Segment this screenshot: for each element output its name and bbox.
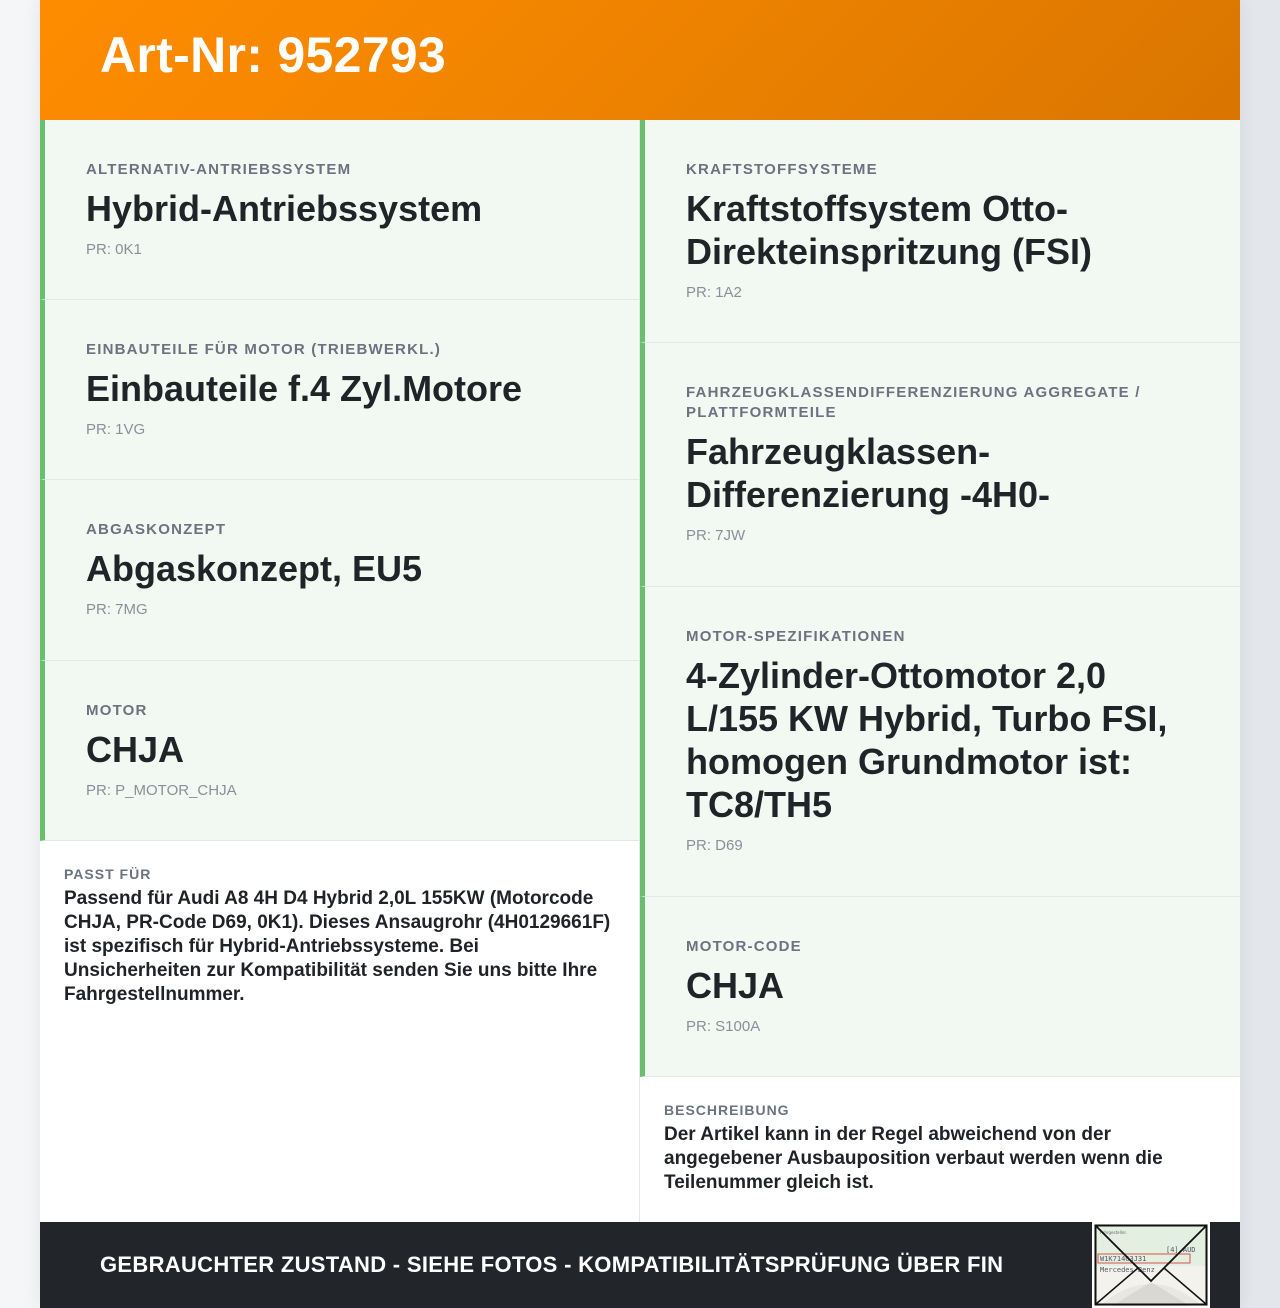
spec-pr-code: PR: 1VG (86, 421, 146, 438)
beschreibung-text: Der Artikel kann in der Regel abweichend von der angegebener Ausbauposition verbaut werden wenn die Teilenummer gleich ist. (664, 1124, 1163, 1193)
svg-text:W1K71463J31: W1K71463J31 (1100, 1255, 1147, 1263)
spec-einbauteile-motor (40, 300, 639, 480)
spec-label: MOTOR-CODE (686, 938, 802, 955)
svg-text:Mercedes-Benz: Mercedes-Benz (1100, 1266, 1155, 1274)
spec-pr-code: PR: 7JW (686, 527, 746, 544)
passt-fuer-label: PASST FÜR (64, 866, 152, 882)
spec-pr-code: PR: S100A (686, 1018, 761, 1035)
article-number-title: Art-Nr: 952793 (100, 27, 447, 83)
left-column (40, 120, 640, 1222)
passt-fuer-text: Passend für Audi A8 4H D4 Hybrid 2,0L 155KW (Motorcode CHJA, PR-Code D69, 0K1). Dieses Ansaugrohr (4H0129661F) ist spezifisch für Hybrid-Antriebssysteme. Bei Unsicherheiten zur Kompatibilität senden Sie uns bitte Ihre Fahrgestellnummer. (64, 888, 611, 1005)
spec-pr-code: PR: 0K1 (86, 241, 142, 258)
spec-value: CHJA (686, 965, 785, 1006)
spec-value: Fahrzeugklassen-Differenzierung -4H0- (686, 431, 1051, 515)
spec-abgaskonzept (40, 480, 639, 661)
spec-value: Abgaskonzept, EU5 (86, 548, 423, 589)
spec-label: FAHRZEUGKLASSENDIFFERENZIERUNG AGGREGATE / PLATTFORMTEILE (686, 384, 1141, 421)
spec-pr-code: PR: 7MG (86, 601, 148, 618)
spec-value: Kraftstoffsystem Otto-Direkteinspritzung (FSI) (686, 188, 1093, 272)
spec-motor-spezifikationen (640, 587, 1240, 897)
spec-motor (40, 661, 639, 841)
spec-pr-code: PR: 1A2 (686, 284, 742, 301)
svg-text:Fahrgestellnr.: Fahrgestellnr. (1100, 1230, 1127, 1235)
product-card (40, 0, 1240, 1308)
spec-label: MOTOR (86, 702, 148, 719)
spec-pr-code: PR: D69 (686, 837, 743, 854)
beschreibung-section (640, 1077, 1240, 1195)
spec-label: MOTOR-SPEZIFIKATIONEN (686, 628, 906, 645)
passt-fuer-section (40, 841, 639, 1007)
spec-value: CHJA (86, 729, 185, 770)
spec-label: ABGASKONZEPT (86, 521, 227, 538)
beschreibung-label: BESCHREIBUNG (664, 1102, 790, 1118)
spec-value: Hybrid-Antriebssystem (86, 188, 483, 229)
spec-columns (40, 120, 1240, 1222)
spec-motor-code (640, 897, 1240, 1077)
spec-value: 4-Zylinder-Ottomotor 2,0 L/155 KW Hybrid, Turbo FSI, homogen Grundmotor ist: TC8/TH5 (686, 655, 1168, 825)
spec-label: ALTERNATIV-ANTRIEBSSYSTEM (86, 161, 352, 178)
spec-fahrzeugklassendifferenzierung (640, 343, 1240, 587)
footer-condition-text: GEBRAUCHTER ZUSTAND - SIEHE FOTOS - KOMPATIBILITÄTSPRÜFUNG ÜBER FIN (100, 1252, 1004, 1277)
footer-bar (40, 1222, 1240, 1308)
spec-kraftstoffsysteme (640, 120, 1240, 343)
header-bar (40, 0, 1240, 120)
envelope-fin-document-icon (1092, 1222, 1210, 1308)
spec-alternativ-antriebssystem (40, 120, 639, 300)
svg-text:[4] AUD: [4] AUD (1166, 1246, 1196, 1254)
spec-value: Einbauteile f.4 Zyl.Motore (86, 368, 523, 409)
right-column (640, 120, 1240, 1222)
spec-label: KRAFTSTOFFSYSTEME (686, 161, 878, 178)
spec-label: EINBAUTEILE FÜR MOTOR (TRIEBWERKL.) (86, 341, 442, 358)
spec-pr-code: PR: P_MOTOR_CHJA (86, 782, 237, 799)
